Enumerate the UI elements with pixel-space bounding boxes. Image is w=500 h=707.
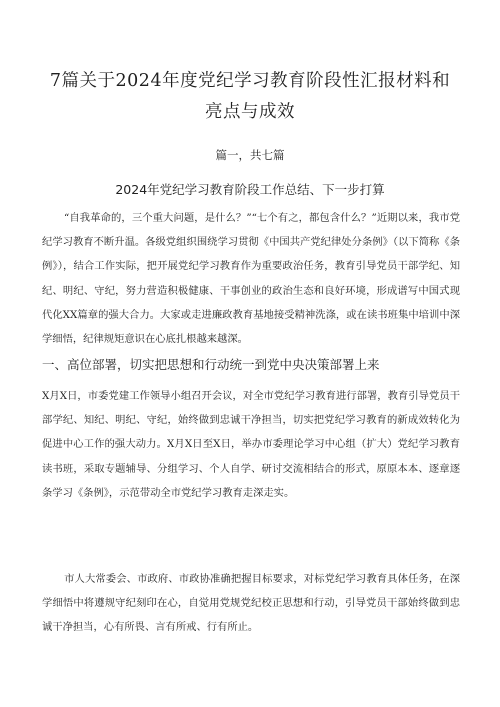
document-title — [40, 66, 460, 128]
part-label: 篇一，共七篇 — [215, 148, 285, 162]
paragraph-intro-text: “自我革命的，三个重大问题，是什么？”“七个有之，都包含什么？”近期以来，我市党纪学习教育不断升温。各级党组织围绕学习贯彻《中国共产党纪律处分条例》（以下简称《条例》），结合工作实际，把开展党纪学习教育作为重要政治任务，教育引导党员干部学纪、知纪、明纪、守纪，努力营造积极健康、干事创业的政治生态和良好环境，形成谱写中国式现代化XX篇章的强大合力。大家或走进廉政教育基地接受精神洗涤，或在读书班集中培训中深学细悟，纪律规矩意识在心底扎根越来越深。 — [42, 212, 460, 346]
paragraph-congress-text: 市人大常委会、市政府、市政协准确把握目标要求，对标党纪学习教育具体任务，在深学细悟中将遵规守纪刻印在心，自觉用党规党纪校正思想和行动，引导党员干部始终做到忠诚干净担当，心有所畏、言有所戒、行有所止。 — [42, 573, 460, 634]
title-line-1: 7篇关于2024年度党纪学习教育阶段性汇报材料和 — [49, 71, 451, 91]
paragraph-deployment-text: X月X日，市委党建工作领导小组召开会议，对全市党纪学习教育进行部署，教育引导党员干部学纪、知纪、明纪、守纪，始终做到忠诚干净担当，切实把党纪学习教育的新成效转化为促进中心工作的强大动力。X月X日至X日，举办市委理论学习中心组（扩大）党纪学习教育读书班，采取专题辅导、分组学习、个人自学、研讨交流相结合的形式，原原本本、逐章逐条学习《条例》，示范带动全市党纪学习教育走深走实。 — [42, 390, 460, 499]
section-heading: 一、高位部署，切实把思想和行动统一到党中央决策部署上来 — [42, 357, 380, 372]
paragraph-congress — [42, 567, 460, 640]
paragraph-intro — [42, 206, 460, 351]
title-line-2: 亮点与成效 — [205, 102, 295, 122]
section-subtitle: 2024年党纪学习教育阶段工作总结、下一步打算 — [115, 182, 385, 197]
paragraph-deployment — [42, 384, 460, 505]
